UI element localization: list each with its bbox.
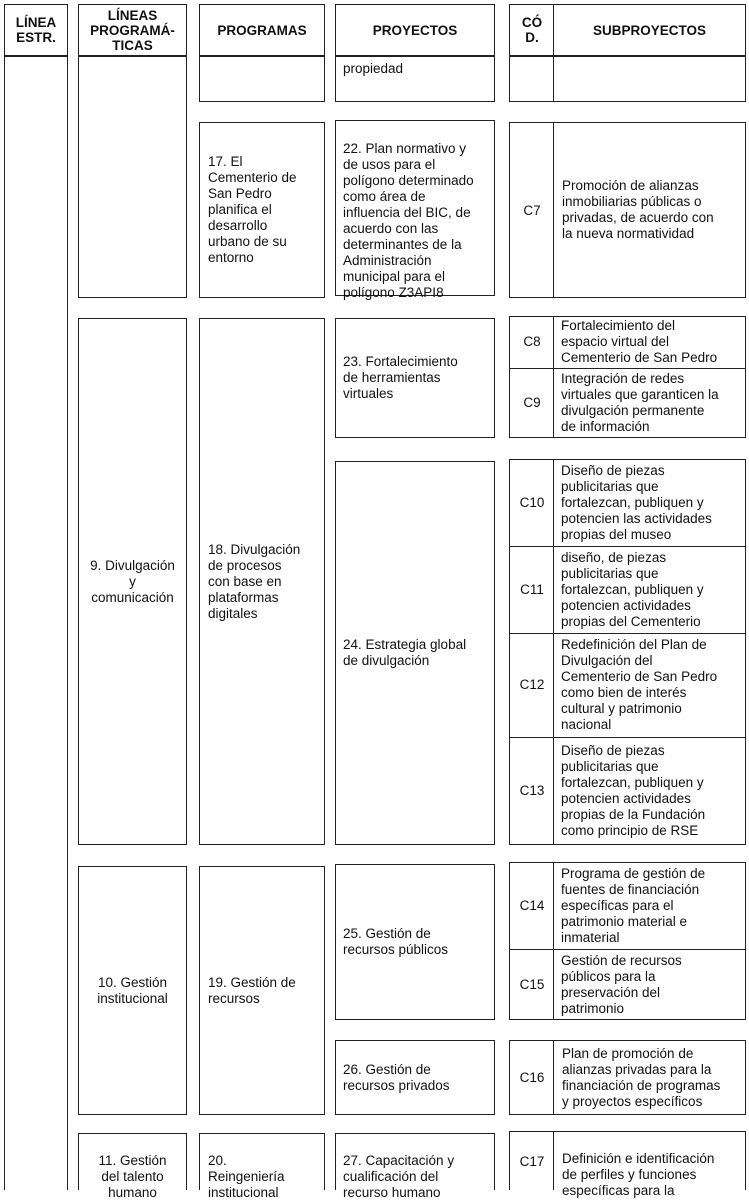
programa-cell — [199, 866, 325, 1115]
subproyecto-cell — [553, 122, 746, 298]
codigo-text: C10 — [519, 494, 545, 510]
proyecto-cell — [335, 461, 495, 845]
programa-cell — [199, 1133, 325, 1200]
programa-cell — [199, 122, 325, 298]
codigo-cell — [509, 122, 555, 298]
header-programas — [199, 4, 325, 56]
subproyecto-text: Definición e identificación de perfiles y funciones específicas para la — [562, 1151, 715, 1198]
codigo-text: C17 — [519, 1153, 545, 1169]
codigo-text: C8 — [523, 334, 541, 349]
programa-text: 19. Gestión de recursos — [208, 974, 296, 1006]
subproyecto-text: Diseño de piezas publicitarias que fortalezcan, publiquen y potencien actividades propias de la Fundación como principio de RSE — [561, 743, 706, 838]
header-subproyectos — [553, 4, 746, 56]
proyecto-cell — [335, 1133, 495, 1200]
codigo-text: C7 — [523, 202, 541, 218]
header-proyectos-label: PROYECTOS — [372, 22, 458, 38]
subproyecto-cell-empty — [553, 56, 746, 102]
header-proyectos — [335, 4, 495, 56]
codigo-cell — [509, 316, 555, 368]
codigo-text: C16 — [519, 1070, 545, 1085]
proyecto-cell — [335, 1040, 495, 1115]
subproyecto-cell — [553, 368, 746, 438]
codigo-cell — [509, 459, 555, 546]
codigo-cell-empty — [509, 56, 555, 102]
subproyecto-cell — [553, 546, 746, 633]
lineas-programaticas-cell — [78, 56, 187, 298]
codigo-cell — [509, 949, 555, 1020]
proyecto-text: 25. Gestión de recursos públicos — [343, 926, 449, 957]
proyecto-text: 27. Capacitación y cualificación del recurso humano — [343, 1153, 455, 1200]
proyecto-cell — [335, 318, 495, 438]
proyecto-cell — [335, 56, 495, 102]
subproyecto-cell — [553, 459, 746, 546]
linea-estrategica-column — [4, 56, 68, 1190]
proyecto-cell — [335, 864, 495, 1020]
subproyecto-text: Diseño de piezas publicitarias que fortalezcan, publiquen y potencien las actividades propias del museo — [561, 462, 712, 542]
proyecto-text: 22. Plan normativo y de usos para el polígono determinado como área de influencia del BIC, de acuerdo con las determinantes de la Administración municipal para el polígono Z3API8 — [343, 141, 474, 300]
codigo-cell — [509, 1040, 555, 1115]
header-linea-label: LÍNEA ESTR. — [15, 15, 57, 45]
codigo-cell — [509, 1131, 555, 1190]
subproyecto-text: Promoción de alianzas inmobiliarias públicas o privadas, de acuerdo con la nueva normatividad — [562, 178, 714, 241]
subproyecto-text: Plan de promoción de alianzas privadas para la financiación de programas y proyectos específicos — [562, 1045, 721, 1109]
header-linea-estrategica — [4, 4, 68, 56]
subproyecto-cell — [553, 737, 746, 845]
subproyecto-text: Redefinición del Plan de Divulgación del Cementerio de San Pedro como bien de interés cultural y patrimonio nacional — [561, 637, 718, 732]
codigo-text: C11 — [520, 581, 544, 597]
header-programas-label: PROGRAMAS — [217, 22, 307, 38]
codigo-cell — [509, 368, 555, 438]
programa-text: 20. Reingeniería institucional — [208, 1153, 285, 1200]
programa-cell-empty — [199, 56, 325, 102]
lineas-programaticas-cell — [78, 866, 187, 1115]
subproyecto-cell — [553, 1131, 746, 1198]
subproyecto-text: Programa de gestión de fuentes de financiación específicas para el patrimonio material e inmaterial — [561, 865, 706, 945]
codigo-text: C13 — [519, 783, 545, 798]
proyecto-cell — [335, 120, 495, 300]
subproyecto-text: Fortalecimiento del espacio virtual del Cementerio de San Pedro — [561, 318, 718, 365]
codigo-text: C14 — [519, 897, 545, 913]
subproyecto-cell — [553, 1040, 746, 1115]
programa-text: 17. El Cementerio de San Pedro planifica el desarrollo urbano de su entorno — [208, 154, 297, 265]
subproyecto-cell — [553, 633, 746, 737]
codigo-cell — [509, 737, 555, 845]
programa-cell — [199, 318, 325, 845]
lineas-programaticas-text: 10. Gestión institucional — [97, 974, 168, 1006]
subproyecto-cell — [553, 949, 746, 1020]
codigo-cell — [509, 633, 555, 737]
proyecto-text: 23. Fortalecimiento de herramientas virtuales — [343, 354, 458, 401]
header-codigo-label: CÓ D. — [521, 15, 543, 45]
header-subproyectos-label: SUBPROYECTOS — [592, 22, 707, 38]
lineas-programaticas-cell — [78, 318, 187, 845]
lineas-programaticas-text: 9. Divulgación y comunicación — [90, 557, 175, 605]
subproyecto-text: Gestión de recursos públicos para la preservación del patrimonio — [561, 952, 682, 1016]
codigo-cell — [509, 862, 555, 949]
header-lineas-programaticas — [78, 4, 187, 56]
proyecto-text: propiedad — [343, 61, 404, 76]
subproyecto-text: Integración de redes virtuales que garanticen la divulgación permanente de información — [561, 371, 719, 434]
subproyecto-cell — [553, 316, 746, 368]
subproyecto-text: diseño, de piezas publicitarias que fortalezcan, publiquen y potencien actividades propias del Cementerio — [561, 549, 704, 629]
codigo-text: C9 — [523, 395, 541, 410]
lineas-programaticas-cell — [78, 1133, 187, 1200]
codigo-cell — [509, 546, 555, 633]
codigo-text: C15 — [519, 976, 545, 992]
header-lineas-label: LÍNEAS PROGRAMÁ- TICAS — [90, 7, 175, 53]
programa-text: 18. Divulgación de procesos con base en plataformas digitales — [208, 541, 301, 621]
subproyecto-cell — [553, 862, 746, 949]
codigo-text: C12 — [519, 677, 545, 692]
lineas-programaticas-text: 11. Gestión del talento humano — [98, 1153, 167, 1200]
proyecto-text: 24. Estrategia global de divulgación — [343, 637, 467, 668]
proyecto-text: 26. Gestión de recursos privados — [343, 1061, 450, 1093]
header-codigo — [509, 4, 555, 56]
